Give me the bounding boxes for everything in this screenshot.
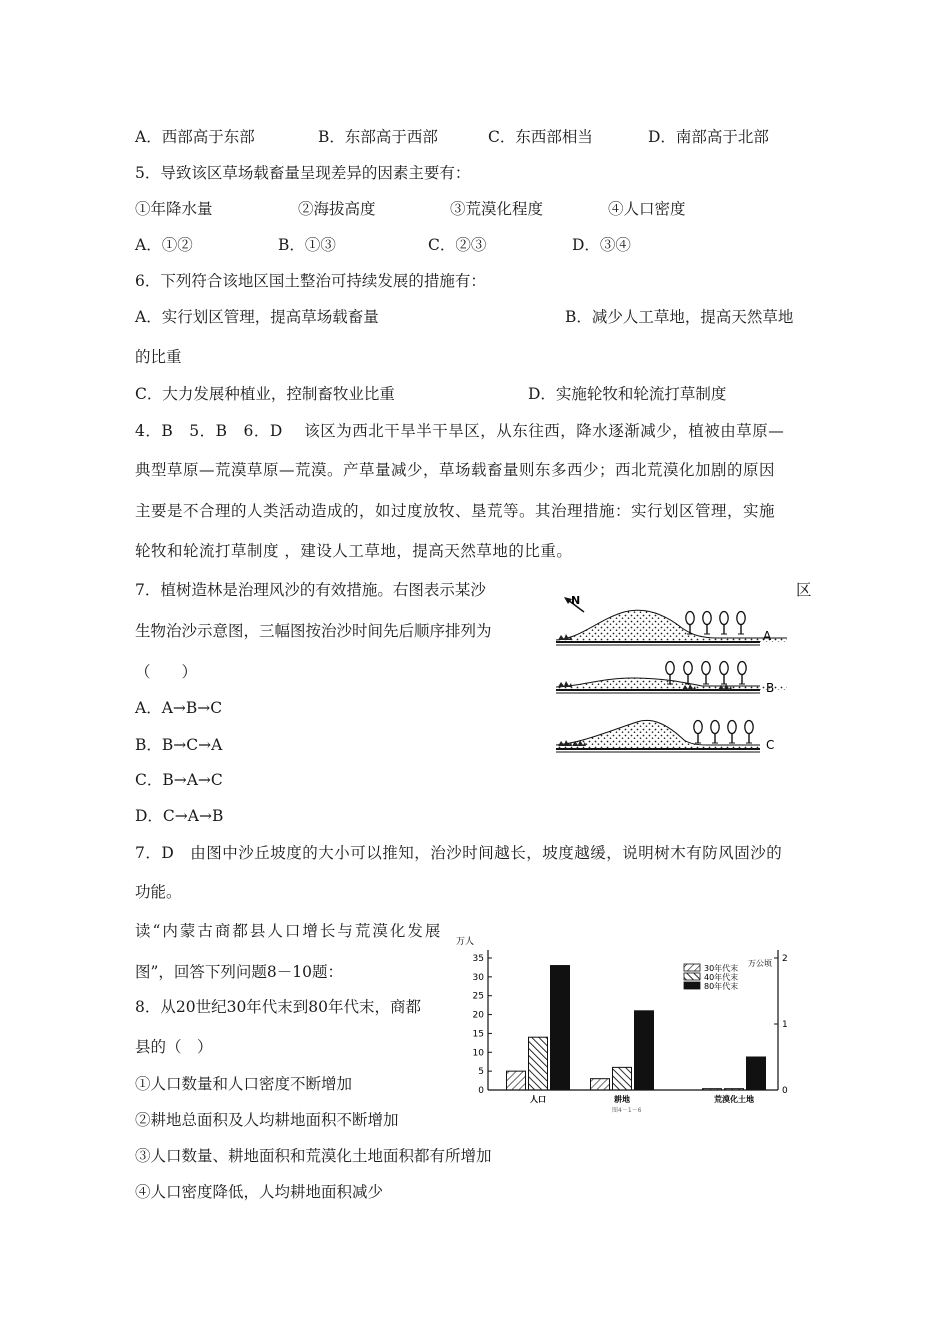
q8-stem-line-2: 县的（ ） — [135, 1038, 213, 1056]
north-arrow — [564, 594, 584, 612]
panel-a-label: A — [763, 629, 772, 643]
legend-swatch — [684, 973, 700, 980]
q7-stem-line-1: 7．植树造林是治理风沙的有效措施。右图表示某沙 — [135, 581, 486, 599]
q5-option-c: C．②③ — [428, 236, 487, 254]
q7-option-b: B．B→C→A — [135, 736, 223, 754]
q8-choice-3: ③人口数量、耕地面积和荒漠化土地面积都有所增加 — [135, 1147, 492, 1165]
left-tick-label: 15 — [472, 1029, 484, 1040]
category-label: 耕地 — [614, 1095, 630, 1104]
q4-option-d: D．南部高于北部 — [648, 128, 769, 146]
bar-1-2 — [635, 1011, 654, 1090]
legend-swatch — [684, 982, 700, 989]
legend-entry: 30年代末 — [704, 964, 739, 973]
bar-2-1 — [725, 1089, 744, 1090]
left-tick-label: 5 — [478, 1067, 484, 1078]
q5-factor-2: ②海拔高度 — [298, 200, 376, 218]
bar-0-2 — [551, 966, 570, 1090]
q6-stem: 6．下列符合该地区国土整治可持续发展的措施有： — [135, 272, 486, 290]
q5-factor-1: ①年降水量 — [135, 200, 213, 218]
population-desertification-chart — [452, 930, 792, 1120]
bar-0-0 — [507, 1071, 526, 1090]
q5-factor-4: ④人口密度 — [608, 200, 686, 218]
q5-factor-3: ③荒漠化程度 — [450, 200, 544, 218]
sand-panel-c — [556, 720, 774, 752]
bar-1-1 — [613, 1067, 632, 1090]
q6-option-b: B．减少人工草地，提高天然草地 — [565, 308, 794, 326]
intro-8-10-line-1: 读“内蒙古商都县人口增长与荒漠化发展 — [135, 922, 443, 940]
q5-option-d: D．③④ — [572, 236, 631, 254]
answer-4-6-line-1: 4．B 5．B 6．D 该区为西北干旱半干旱区，从东往西，降水逐渐减少，植被由草原— — [135, 422, 785, 440]
q6-option-a: A．实行划区管理，提高草场载畜量 — [135, 308, 379, 326]
legend-swatch — [684, 964, 700, 971]
q6-option-b-continued: 的比重 — [135, 348, 182, 366]
legend-entry: 40年代末 — [704, 973, 739, 982]
answer-4-6-line-2: 典型草原—荒漠草原—荒漠。产草量减少，草场载畜量则东多西少；西北荒漠化加剧的原因 — [135, 461, 776, 479]
panel-b-label: B — [766, 681, 775, 695]
q5-option-b: B．①③ — [278, 236, 336, 254]
q4-option-b: B．东部高于西部 — [318, 128, 438, 146]
q7-option-a: A．A→B→C — [135, 699, 223, 717]
bar-1-0 — [591, 1079, 610, 1090]
answer-7-line-2: 功能。 — [135, 883, 182, 901]
bar-2-0 — [703, 1089, 722, 1090]
sand-panel-b — [556, 662, 787, 696]
left-tick-label: 35 — [472, 954, 484, 964]
sand-panel-a — [556, 610, 787, 645]
q8-choice-2: ②耕地总面积及人均耕地面积不断增加 — [135, 1111, 399, 1129]
q8-stem-line-1: 8．从20世纪30年代末到80年代末，商都 — [135, 998, 422, 1016]
q7-option-c: C．B→A→C — [135, 771, 223, 789]
bar-2-2 — [747, 1057, 766, 1090]
q5-option-a: A．①② — [135, 236, 193, 254]
bar-0-1 — [529, 1037, 548, 1090]
right-axis-label: 万公顷 — [748, 959, 772, 968]
q7-stem-line-2: 生物治沙示意图，三幅图按治沙时间先后顺序排列为 — [135, 622, 492, 640]
intro-8-10-line-2: 图”，回答下列问题8－10题： — [135, 963, 344, 981]
q8-choice-4: ④人口密度降低，人均耕地面积减少 — [135, 1183, 384, 1201]
left-tick-label: 10 — [472, 1048, 484, 1059]
sand-control-figure — [552, 590, 792, 760]
q6-option-c: C．大力发展种植业，控制畜牧业比重 — [135, 385, 395, 403]
answer-4-6-line-4: 轮牧和轮流打草制度 ，建设人工草地，提高天然草地的比重。 — [135, 542, 573, 560]
q4-option-c: C．东西部相当 — [488, 128, 593, 146]
left-tick-label: 20 — [472, 1010, 484, 1021]
left-tick-label: 30 — [472, 972, 484, 983]
q7-option-d: D．C→A→B — [135, 807, 224, 825]
q7-stem-line-1-tail: 区 — [796, 581, 812, 599]
category-label: 人口 — [530, 1095, 546, 1104]
left-tick-label: 0 — [478, 1086, 484, 1096]
answer-4-6-line-3: 主要是不合理的人类活动造成的，如过度放牧、垦荒等。其治理措施：实行划区管理，实施 — [135, 502, 776, 520]
answer-7-line-1: 7．D 由图中沙丘坡度的大小可以推知，治沙时间越长，坡度越缓，说明树木有防风固沙的 — [135, 844, 783, 862]
category-label: 荒漠化土地 — [714, 1095, 754, 1104]
right-tick-label: 1 — [782, 1020, 788, 1030]
left-tick-label: 25 — [472, 991, 484, 1002]
north-label: N — [571, 594, 581, 607]
legend-entry: 80年代末 — [704, 982, 739, 991]
q8-choice-1: ①人口数量和人口密度不断增加 — [135, 1075, 353, 1093]
q7-blank: （ ） — [135, 663, 198, 681]
right-tick-label: 0 — [782, 1086, 788, 1096]
left-axis-label: 万人 — [456, 937, 475, 947]
panel-c-label: C — [766, 738, 775, 752]
chart-caption: 图4－1－6 — [612, 1107, 642, 1114]
q5-stem: 5．导致该区草场载畜量呈现差异的因素主要有： — [135, 164, 471, 182]
q6-option-d: D．实施轮牧和轮流打草制度 — [528, 385, 727, 403]
right-tick-label: 2 — [782, 954, 788, 964]
q4-option-a: A．西部高于东部 — [135, 128, 255, 146]
